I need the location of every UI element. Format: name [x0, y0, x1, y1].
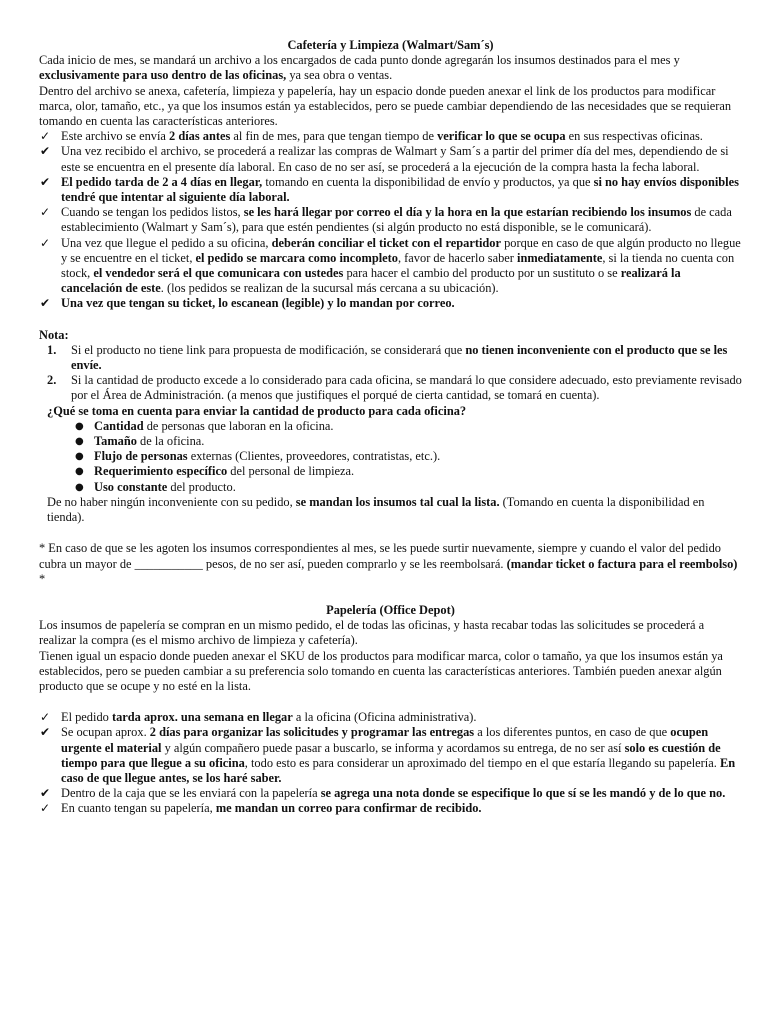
section2-checklist [39, 710, 742, 816]
criteria-item: ● Tamaño de la oficina. [75, 434, 205, 449]
numbered-note: 2. Si la cantidad de producto excede a lo considerado para cada oficina, se mandará lo que considere adecuado, esto previamente revisado por el Área de Administración. (a menos que justifiques el porqué de cierta cantidad, se tomará en cuenta). [47, 373, 742, 403]
bullet-dot-icon: ● [75, 436, 84, 448]
checkmark-icon: ✓ [40, 235, 51, 250]
paragraph: Los insumos de papelería se compran en un mismo pedido, el de todas las oficinas, y hasta recabar todas las solicitudes se procederá a realizar la compra (es el mismo archivo de limpieza y cafetería). [39, 618, 705, 648]
criteria-item: ● Flujo de personas externas (Clientes, proveedores, contratistas, etc.). [75, 449, 441, 464]
checklist-item: ✔ Una vez que tengan su ticket, lo escanean (legible) y lo mandan por correo. [40, 296, 455, 311]
checkmark-icon: ✓ [40, 205, 51, 220]
checklist-item: ✔ Se ocupan aprox. 2 días para organizar las solicitudes y programar las entregas a los diferentes puntos, en caso de que ocupen urgente el material y algún compañero puede pasar a buscarlo, se informa y acordamos su entrega, de no ser así solo es cuestión de tiempo para que llegue a su oficina, todo esto es para considerar un aproximado del tiempo en el que estaría llegando su papelería. En caso de que llegue antes, se los haré saber. [40, 725, 736, 785]
criteria-item: ● Cantidad de personas que laboran en la oficina. [75, 418, 334, 433]
checklist-item: ✓ Una vez que llegue el pedido a su oficina, deberán conciliar el ticket con el repartidor porque en caso de que algún producto no llegue y se encuentre en el ticket, el pedido se marcara como incompleto, favor de hacerlo saber inmediatamente, si la tienda no cuenta con stock, el vendedor será el que comunicara con ustedes para hacer el cambio del producto por un sustituto o se realizará la cancelación de este. (los pedidos se realizan de la sucursal más cercana a su ubicación). [40, 235, 741, 296]
section-title-cafeteria: Cafetería y Limpieza (Walmart/Sam´s) [287, 38, 494, 52]
checkmark-icon: ✔ [40, 296, 51, 311]
bullet-dot-icon: ● [75, 466, 84, 478]
criteria-item: ● Requerimiento específico del personal de limpieza. [75, 464, 355, 479]
section1-checklist [39, 129, 742, 311]
checklist-item: ✔ El pedido tarda de 2 a 4 días en llegar, tomando en cuenta la disponibilidad de envío y productos, ya que si no hay envíos disponibles tendré que intentar al siguiente día laboral. [40, 174, 739, 205]
section1-intro [39, 53, 742, 129]
bullet-dot-icon: ● [75, 481, 84, 493]
section2-intro [39, 618, 742, 694]
numbered-note: 1. Si el producto no tiene link para propuesta de modificación, se considerará que no tienen inconveniente con el producto que se les envíe. [47, 342, 728, 373]
paragraph: Tienen igual un espacio donde pueden anexar el SKU de los productos para modificar marca, color o tamaño, ya que los insumos están ya establecidos, pero se pueden cambiar a su preferencia solo tomando en cuenta las características anteriores. También pueden anexar algún producto que se ocupe y no esté en la lista. [39, 648, 723, 693]
closing-paragraph: De no haber ningún inconveniente con su pedido, se mandan los insumos tal cual la lista. (Tomando en cuenta la disponibilidad en tienda). [47, 494, 705, 525]
checklist-item: ✓ El pedido tarda aprox. una semana en llegar a la oficina (Oficina administrativa). [40, 710, 477, 725]
checkmark-icon: ✔ [40, 786, 51, 801]
checkmark-icon: ✔ [40, 144, 51, 159]
checklist-item: ✓ Cuando se tengan los pedidos listos, se les hará llegar por correo el día y la hora en la que estarían recibiendo los insumos de cada establecimiento (Walmart y Sam´s), para que estén pendientes (si algún producto no está disponible, se le comunicará). [40, 205, 732, 235]
notes-list [39, 343, 742, 404]
criteria-list [39, 419, 742, 495]
checkmark-icon: ✓ [40, 801, 51, 816]
checklist-item: ✔ Dentro de la caja que se les enviará con la papelería se agrega una nota donde se especifique lo que sí se les mandó y de lo que no. [40, 786, 726, 801]
paragraph: Dentro del archivo se anexa, cafetería, limpieza y papelería, hay un espacio donde pueden anexar el link de los productos para modificar marca, olor, tamaño, etc., ya que los insumos están ya establecidos, pero se puede cambiar dependiendo de las necesidades que se requieran tomando en cuenta las características anteriores. [39, 83, 732, 129]
bullet-dot-icon: ● [75, 420, 84, 432]
checkmark-icon: ✔ [40, 725, 51, 740]
bullet-dot-icon: ● [75, 451, 84, 463]
question-heading: ¿Qué se toma en cuenta para enviar la cantidad de producto para cada oficina? [47, 403, 467, 418]
criteria-item: ● Uso constante del producto. [75, 479, 236, 494]
checklist-item: ✓ Este archivo se envía 2 días antes al fin de mes, para que tengan tiempo de verificar lo que se ocupa en sus respectivas oficinas. [40, 129, 703, 144]
checkmark-icon: ✓ [40, 710, 51, 725]
checkmark-icon: ✔ [40, 174, 51, 189]
section-title-papeleria: Papelería (Office Depot) [326, 602, 455, 617]
checklist-item: ✔ Una vez recibido el archivo, se procederá a realizar las compras de Walmart y Sam´s a partir del primer día del mes, dependiendo de si este se encuentra en el presente día laboral. En caso de no ser así, se procederá a la ejecución de la compra hasta la fecha laboral. [40, 144, 729, 174]
nota-label: Nota: [39, 327, 69, 342]
checkmark-icon: ✓ [40, 129, 51, 144]
note-number: 2. [47, 373, 57, 388]
footnote-paragraph: * En caso de que se les agoten los insumos correspondientes al mes, se les puede surtir nuevamente, siempre y cuando el valor del pedido cubra un mayor de ___________ pesos, de no ser así, pueden comprarlo y se les reembolsará. (mandar ticket o factura para el reembolso) * [39, 541, 738, 586]
note-number: 1. [47, 342, 57, 357]
checklist-item: ✓ En cuanto tengan su papelería, me mandan un correo para confirmar de recibido. [40, 801, 482, 816]
paragraph: Cada inicio de mes, se mandará un archivo a los encargados de cada punto donde agregarán los insumos destinados para el mes y exclusivamente para uso dentro de las oficinas, ya sea obra o ventas. [39, 53, 680, 83]
